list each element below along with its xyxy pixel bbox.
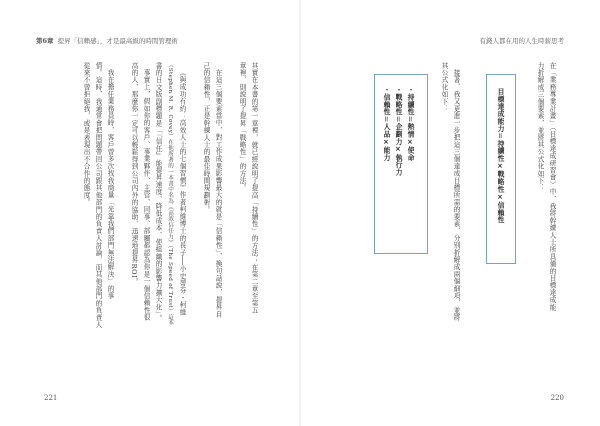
text-line: 《與成功有約：高效人士的七個習慣》作者柯維博士的長子──小史蒂芬・柯維 [178, 69, 186, 316]
formula-sub-item: ・持續性＝熱情×使命 [406, 86, 414, 162]
text-line: 書的日文版副標題是「『信任』能提昇速度、降低成本、使組織的影響力擴大化」。 [154, 62, 162, 322]
text-line: 章裡，則說明了提昇「戰略性」的方法。 [238, 62, 246, 192]
text-line: 接著，我又更進一步把這三個達成目標所需的要素，分別折解成兩個細項，並將 [452, 69, 460, 321]
text-line: 從來不曾拒絕我，或是表現出不合作的態度。 [82, 62, 90, 206]
text-line: 我在擔任業務員時，客戶曾多次找我商量「光靠我們部門無法解決」的事 [106, 69, 114, 300]
formula-main: 目標達成能力＝持續性×戰略性×信賴性 [496, 88, 504, 224]
text-line: 高的人，那麼你一定可以輕鬆得到公司內外的協助，迅速地提昇ROI。 [130, 62, 138, 286]
text-line: 力折解成三個要素，並將其公式化如下： [536, 62, 544, 192]
text-line: 其公式化如下： [440, 62, 448, 113]
page-number-right: 220 [550, 394, 564, 402]
page-number-left: 221 [44, 394, 58, 402]
text-line: 情。這時，我通常會把問題帶回公司跟其他部門的負責人討論，而其他部門的負責人 [94, 62, 102, 329]
text-line: 事實上，假如你的客戶、事業夥伴、主管、同事、部屬都認為你是一個信賴性很 [142, 69, 150, 321]
chapter-title: 提昇「信賴感」，才是最高級的時間管理術 [57, 37, 178, 45]
text-line: 己的信賴性，正是幹練人士的最佳時間規劃術。 [202, 62, 210, 214]
formula-sub-item: ・戰略性＝企劃力×執行力 [394, 86, 402, 176]
text-line: （Stephen M. R. Covey）在他所著的一本書中名為《高效信任力》（The Speed of Trust）這本 [167, 62, 173, 326]
text-line: 在這三個要素當中，對工作成果影響最大的就是「信賴性」，換句話說，提昇自 [214, 69, 222, 318]
right-page [300, 0, 600, 426]
running-header-right: 有錢人都在用的人生時薪思考 [479, 37, 564, 45]
running-header-left [36, 36, 178, 45]
formula-sub-item: ・信賴性＝人品×能力 [382, 86, 390, 162]
chapter-label: 第6章 [36, 37, 54, 45]
text-line: 在「業務專業計畫」（目標達成研習會）中，我將幹練人士所具備的目標達成能 [548, 62, 556, 311]
text-line: 其實在本書的第一章裡，就已經說明了提高「持續性」的方法；在第二章至第五 [250, 62, 258, 314]
